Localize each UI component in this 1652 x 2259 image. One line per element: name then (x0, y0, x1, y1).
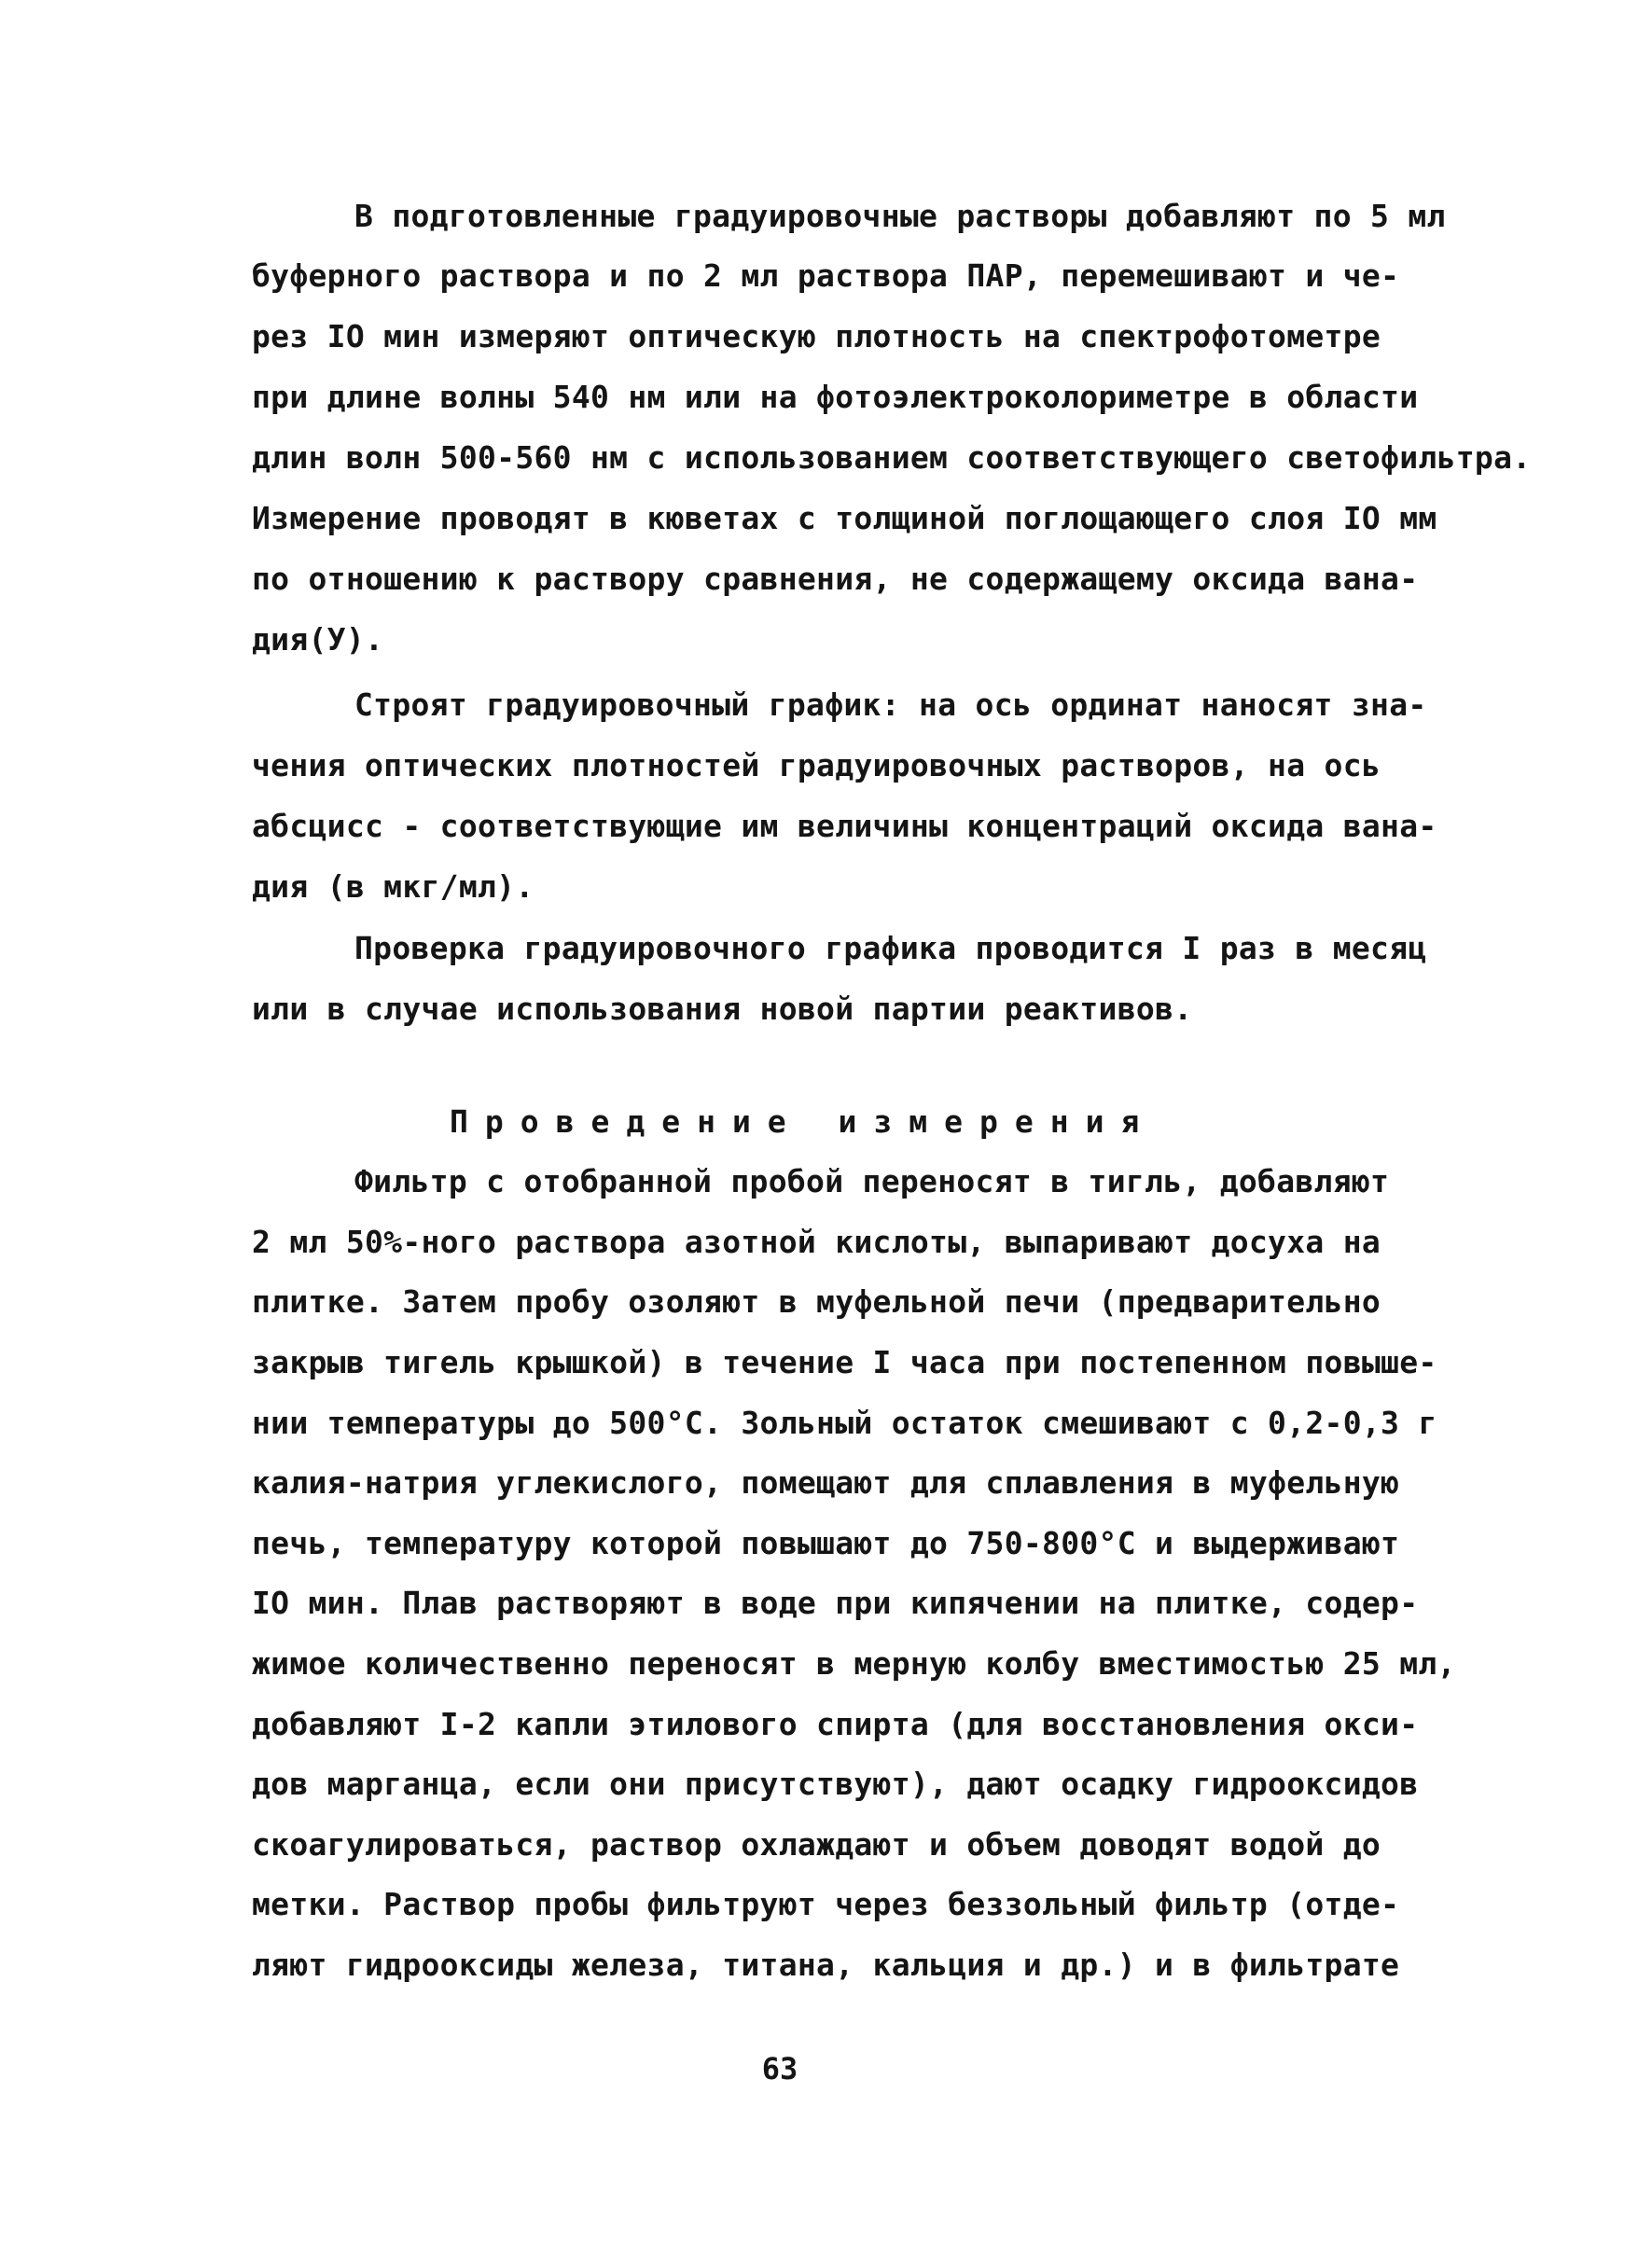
text-line: дия (в мкг/мл). (252, 868, 534, 905)
text-line: нии температуры до 500°С. Зольный остаток смешивают с 0,2-0,3 г (252, 1405, 1437, 1441)
text-line: плитке. Затем пробу озоляют в муфельной печи (предварительно (252, 1283, 1381, 1320)
text-line: чения оптических плотностей градуировочных растворов, на ось (252, 747, 1381, 783)
text-line: IO мин. Плав растворяют в воде при кипячении на плитке, содер- (252, 1585, 1419, 1621)
text-line: дия(У). (252, 621, 384, 658)
text-line: печь, температуру которой повышают до 750-800°С и выдерживают (252, 1525, 1400, 1561)
text-line: Проверка градуировочного графика проводится I раз в месяц (354, 930, 1427, 966)
text-line: В подготовленные градуировочные растворы добавляют по 5 мл (354, 198, 1446, 234)
section-heading: Проведение измерения (450, 1103, 1157, 1140)
text-line: дов марганца, если они присутствуют), дают осадку гидрооксидов (252, 1766, 1419, 1802)
text-line: при длине волны 540 нм или на фотоэлектроколориметре в области (252, 379, 1419, 415)
text-line: ляют гидрооксиды железа, титана, кальция и др.) и в фильтрате (252, 1947, 1400, 1983)
text-line: метки. Раствор пробы фильтруют через беззольный фильтр (отде- (252, 1886, 1400, 1922)
text-line: добавляют I-2 капли этилового спирта (для восстановления окси- (252, 1706, 1419, 1742)
text-line: скоагулироваться, раствор охлаждают и объем доводят водой до (252, 1826, 1381, 1863)
text-line: длин волн 500-560 нм с использованием соответствующего светофильтра. (252, 439, 1532, 476)
text-line: буферного раствора и по 2 мл раствора ПАР, перемешивают и че- (252, 257, 1400, 294)
text-line: Строят градуировочный график: на ось ординат наносят зна- (354, 686, 1427, 723)
text-line: абсцисс - соответствующие им величины концентраций оксида вана- (252, 808, 1437, 844)
text-line: по отношению к раствору сравнения, не содержащему оксида ванa- (252, 561, 1419, 597)
text-line: закрыв тигель крышкой) в течение I часа при постепенном повыше- (252, 1344, 1437, 1380)
text-line: Фильтр с отобранной пробой переносят в тигль, добавляют (354, 1163, 1390, 1199)
text-line: или в случае использования новой партии реактивов. (252, 991, 1193, 1027)
text-line: Измерение проводят в кюветах с толщиной поглощающего слоя IO мм (252, 500, 1437, 536)
page-number: 63 (761, 2051, 798, 2086)
text-line: 2 мл 50%-ного раствора азотной кислоты, выпаривают досуха на (252, 1224, 1381, 1260)
text-line: жимое количественно переносят в мерную колбу вместимостью 25 мл, (252, 1645, 1456, 1682)
text-line: рез IO мин измеряют оптическую плотность на спектрофотометре (252, 318, 1381, 354)
text-line: калия-натрия углекислого, помещают для сплавления в муфельную (252, 1464, 1400, 1501)
